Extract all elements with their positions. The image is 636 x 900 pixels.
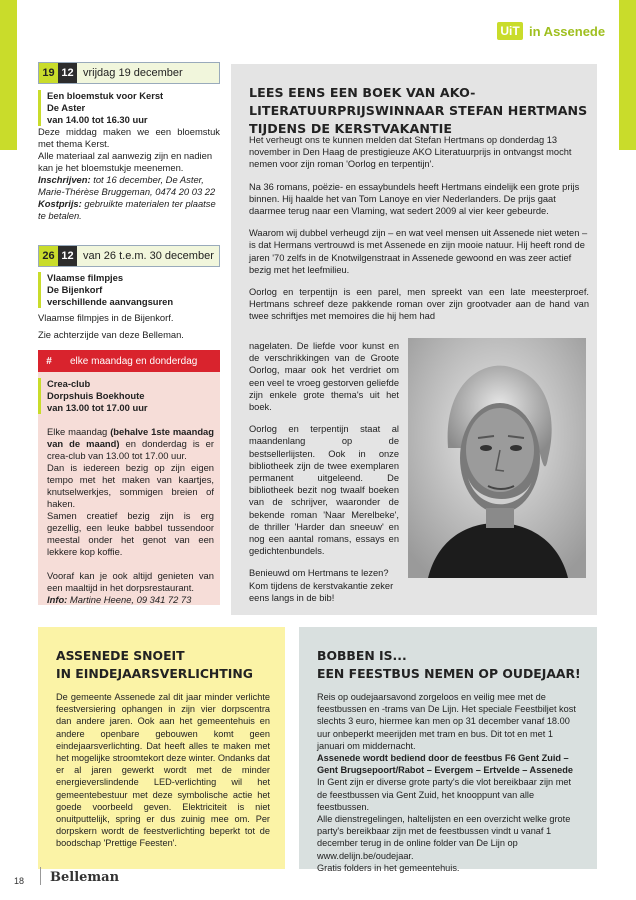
event-2-title	[38, 272, 220, 308]
hash-icon: #	[46, 355, 52, 367]
recurring-time: van 13.00 tot 17.00 uur	[47, 402, 148, 413]
feestbus-paragraph-2: In Gent zijn er diverse grote party's die vlot bereikbaar zijn met de feestbussen via Gent Zuid, het knooppunt van alle feestbussen.	[317, 777, 572, 812]
left-accent-bar	[0, 0, 17, 150]
event-2-name: Vlaamse filmpjes	[47, 272, 124, 283]
event-2-month: 12	[58, 246, 77, 266]
recurring-meal: Vooraf kan je ook altijd genieten van een maaltijd in het dorpsrestaurant.	[47, 570, 214, 593]
lighting-paragraph: De gemeente Assenede zal dit jaar minder verlichte feestversiering ophangen in zijn vier dorpscentra dan andere jaren. Ook aan het gemeentehuis en andere openbare gebouwen komt geen eindejaarsverlichting. Dat heeft alles te maken met het mogelijke stroomtekort deze winter. Ondanks dat er al jaren gewerkt wordt met de minder energieverslindende LED-verlichting wil het gemeentebestuur met deze symbolische actie het goede voorbeeld geven. Elektriciteit is niet onuitputtelijk, spring er dus zuinig mee om. Per dorpskern wordt de feestverlichting beperkt tot de boodschap 'Prettige Feesten'.	[56, 692, 270, 849]
brand-place: in Assenede	[529, 23, 606, 39]
event-1-description: Deze middag maken we een bloemstuk met thema Kerst.	[38, 126, 220, 149]
event-2-body	[38, 272, 220, 341]
feestbus-news-box	[299, 627, 597, 873]
event-2-description-2: Zie achterzijde van deze Belleman.	[38, 329, 184, 340]
uit-brand	[497, 22, 605, 40]
recurring-description: Elke maandag (behalve 1ste maandag van de maand) en donderdag is er crea-club van 13.00 tot 17.00 uur.	[47, 426, 214, 461]
article-text-top	[249, 134, 589, 323]
event-1-day: 19	[39, 63, 58, 83]
feestbus-paragraph-1: Reis op oudejaarsavond zorgeloos en veilig mee met de feestbussen en -trams van De Lijn. Het speciale Feestbiljet kost slechts 3 euro, hiermee kan men op 31 december vanaf 18.00 uur onbeperkt meerijden met tram en bus. Dit tot en met 1 januari om middernacht.	[317, 692, 576, 751]
article-paragraph-4b: nagelaten. De liefde voor kunst en de verschrikkingen van de Groote Oorlog, maar ook het verdriet om een veel te vroeg gestorven geliefde zijn enkele grote thema's uit het boek.	[249, 341, 399, 413]
footer-divider	[40, 867, 41, 885]
lighting-title-line-1: ASSENEDE SNOEIT	[56, 648, 185, 663]
recurring-description-2: Dan is iedereen bezig op zijn eigen tempo met het maken van kaartjes, knutselwerkjes, sommigen breien of haken.	[47, 462, 214, 509]
event-1-description-2: Alle materiaal zal aanwezig zijn en nadien kan je het bloemstukje meenemen.	[38, 150, 213, 173]
event-1-cost: Kostprijs: gebruikte materialen ter plaatse te betalen.	[38, 198, 216, 221]
event-1-location: De Aster	[47, 102, 86, 113]
lighting-title	[56, 647, 253, 683]
recurring-body	[38, 378, 214, 606]
author-photo	[408, 338, 586, 578]
event-1-registration: Inschrijven: tot 16 december, De Aster, Marie-Thérèse Bruggeman, 0474 20 03 22	[38, 174, 216, 197]
event-1-month: 12	[58, 63, 77, 83]
article-paragraph-1: Het verheugt ons te kunnen melden dat Stefan Hertmans op donderdag 13 november in Den Haag de prestigieuze AKO Literatuurprijs in ontvangst mocht nemen voor zijn roman 'Oorlog en terpentijn'.	[249, 135, 572, 170]
feestbus-title-line-1: BOBBEN IS...	[317, 648, 407, 663]
event-2-time: verschillende aanvangsuren	[47, 296, 174, 307]
event-1-body	[38, 90, 220, 222]
article-paragraph-4: Oorlog en terpentijn is een parel, men spreekt van een late meesterproef. Hertmans schreef deze pakkende roman over zijn grootvader aan de hand van twee schriftjes met memoires die hij hem had	[249, 287, 589, 322]
event-2-description: Vlaamse filmpjes in de Bijenkorf.	[38, 312, 174, 323]
uit-logo: UiT	[497, 22, 523, 40]
recurring-title	[38, 378, 214, 414]
feestbus-route: Assenede wordt bediend door de feestbus F6 Gent Zuid – Gent Brugsepoort/Rabot – Evergem – Ertvelde – Assenede	[317, 753, 573, 776]
article-paragraph-5: Oorlog en terpentijn staat al maandenlang op de bestsellerlijsten. Ook in onze bibliotheek zijn de twee exemplaren permanent uitgeleend. De bibliotheek bezit nog twaalf boeken van de schrijver, waaronder de bekende roman 'Naar Merelbeke', de thriller 'Harder dan sneeuw' en nog een aantal romans, essays en gedichtenbundels.	[249, 424, 399, 557]
feestbus-paragraph-4: Gratis folders in het gemeentehuis.	[317, 862, 460, 873]
event-2-header	[38, 245, 220, 267]
event-1-header	[38, 62, 220, 84]
article-paragraph-6: Benieuwd om Hertmans te lezen? Kom tijdens de kerstvakantie zeker eens langs in de bib!	[249, 568, 394, 603]
page-number: 18	[14, 876, 25, 886]
article-paragraph-3: Waarom wij dubbel verheugd zijn – en wat veel mensen uit Assenede niet weten – is dat Hermans vertrouwd is met Assenede en zijn mooie natuur. Hij heeft rond de jaren '70 zelfs in de Knotwilgenstraat in Assenede gewoond en was zeer actief bezig met het leefmilieu.	[249, 228, 588, 275]
book-article	[231, 64, 597, 615]
event-1-name: Een bloemstuk voor Kerst	[47, 90, 164, 101]
lighting-title-line-2: IN EINDEJAARSVERLICHTING	[56, 666, 253, 681]
feestbus-text	[317, 691, 583, 874]
recurring-info: Info: Martine Heene, 09 341 72 73	[47, 594, 192, 605]
article-text-column	[249, 340, 399, 614]
recurring-header	[38, 350, 220, 372]
event-1-date: vrijdag 19 december	[83, 67, 183, 79]
magazine-name: Belleman	[50, 870, 120, 885]
article-paragraph-2: Na 36 romans, poëzie- en essaybundels heeft Hertmans eindelijk een grote prijs binnen. Hij haalde het van Tom Lanoye en vier Nederlanders. De prijs gaat daarmee terug naar een Vlaming, wat sedert 2009 al vier keer gebeurde.	[249, 181, 580, 217]
event-2-day: 26	[39, 246, 58, 266]
recurring-frequency: elke maandag en donderdag	[70, 355, 198, 367]
recurring-location: Dorpshuis Boekhoute	[47, 390, 145, 401]
recurring-name: Crea-club	[47, 378, 91, 389]
event-1-time: van 14.00 tot 16.30 uur	[47, 114, 148, 125]
right-accent-bar	[619, 0, 636, 150]
recurring-event-box	[38, 350, 220, 605]
feestbus-paragraph-3: Alle dienstregelingen, haltelijsten en een overzicht welke grote party's bereikbaar zijn met de feestbussen vindt u vanaf 1 december terug in de online folder van De Lijn op www.delijn.be/oudejaar.	[317, 814, 571, 861]
article-title: LEES EENS EEN BOEK VAN AKO-LITERATUURPRIJSWINNAAR STEFAN HERTMANS TIJDENS DE KERSTVAKANTIE	[249, 85, 588, 136]
portrait-image	[408, 338, 586, 578]
event-2-date: van 26 t.e.m. 30 december	[83, 250, 214, 262]
feestbus-title	[317, 647, 581, 683]
lighting-news-box	[38, 627, 285, 869]
feestbus-title-line-2: EEN FEESTBUS NEMEN OP OUDEJAAR!	[317, 666, 581, 681]
event-1-title	[38, 90, 220, 126]
recurring-description-3: Samen creatief bezig zijn is erg gezellig, een leuke babbel tussendoor meestal onder het genot van een lekkere kop koffie.	[47, 510, 214, 557]
lighting-text	[56, 691, 270, 850]
event-2-location: De Bijenkorf	[47, 284, 103, 295]
